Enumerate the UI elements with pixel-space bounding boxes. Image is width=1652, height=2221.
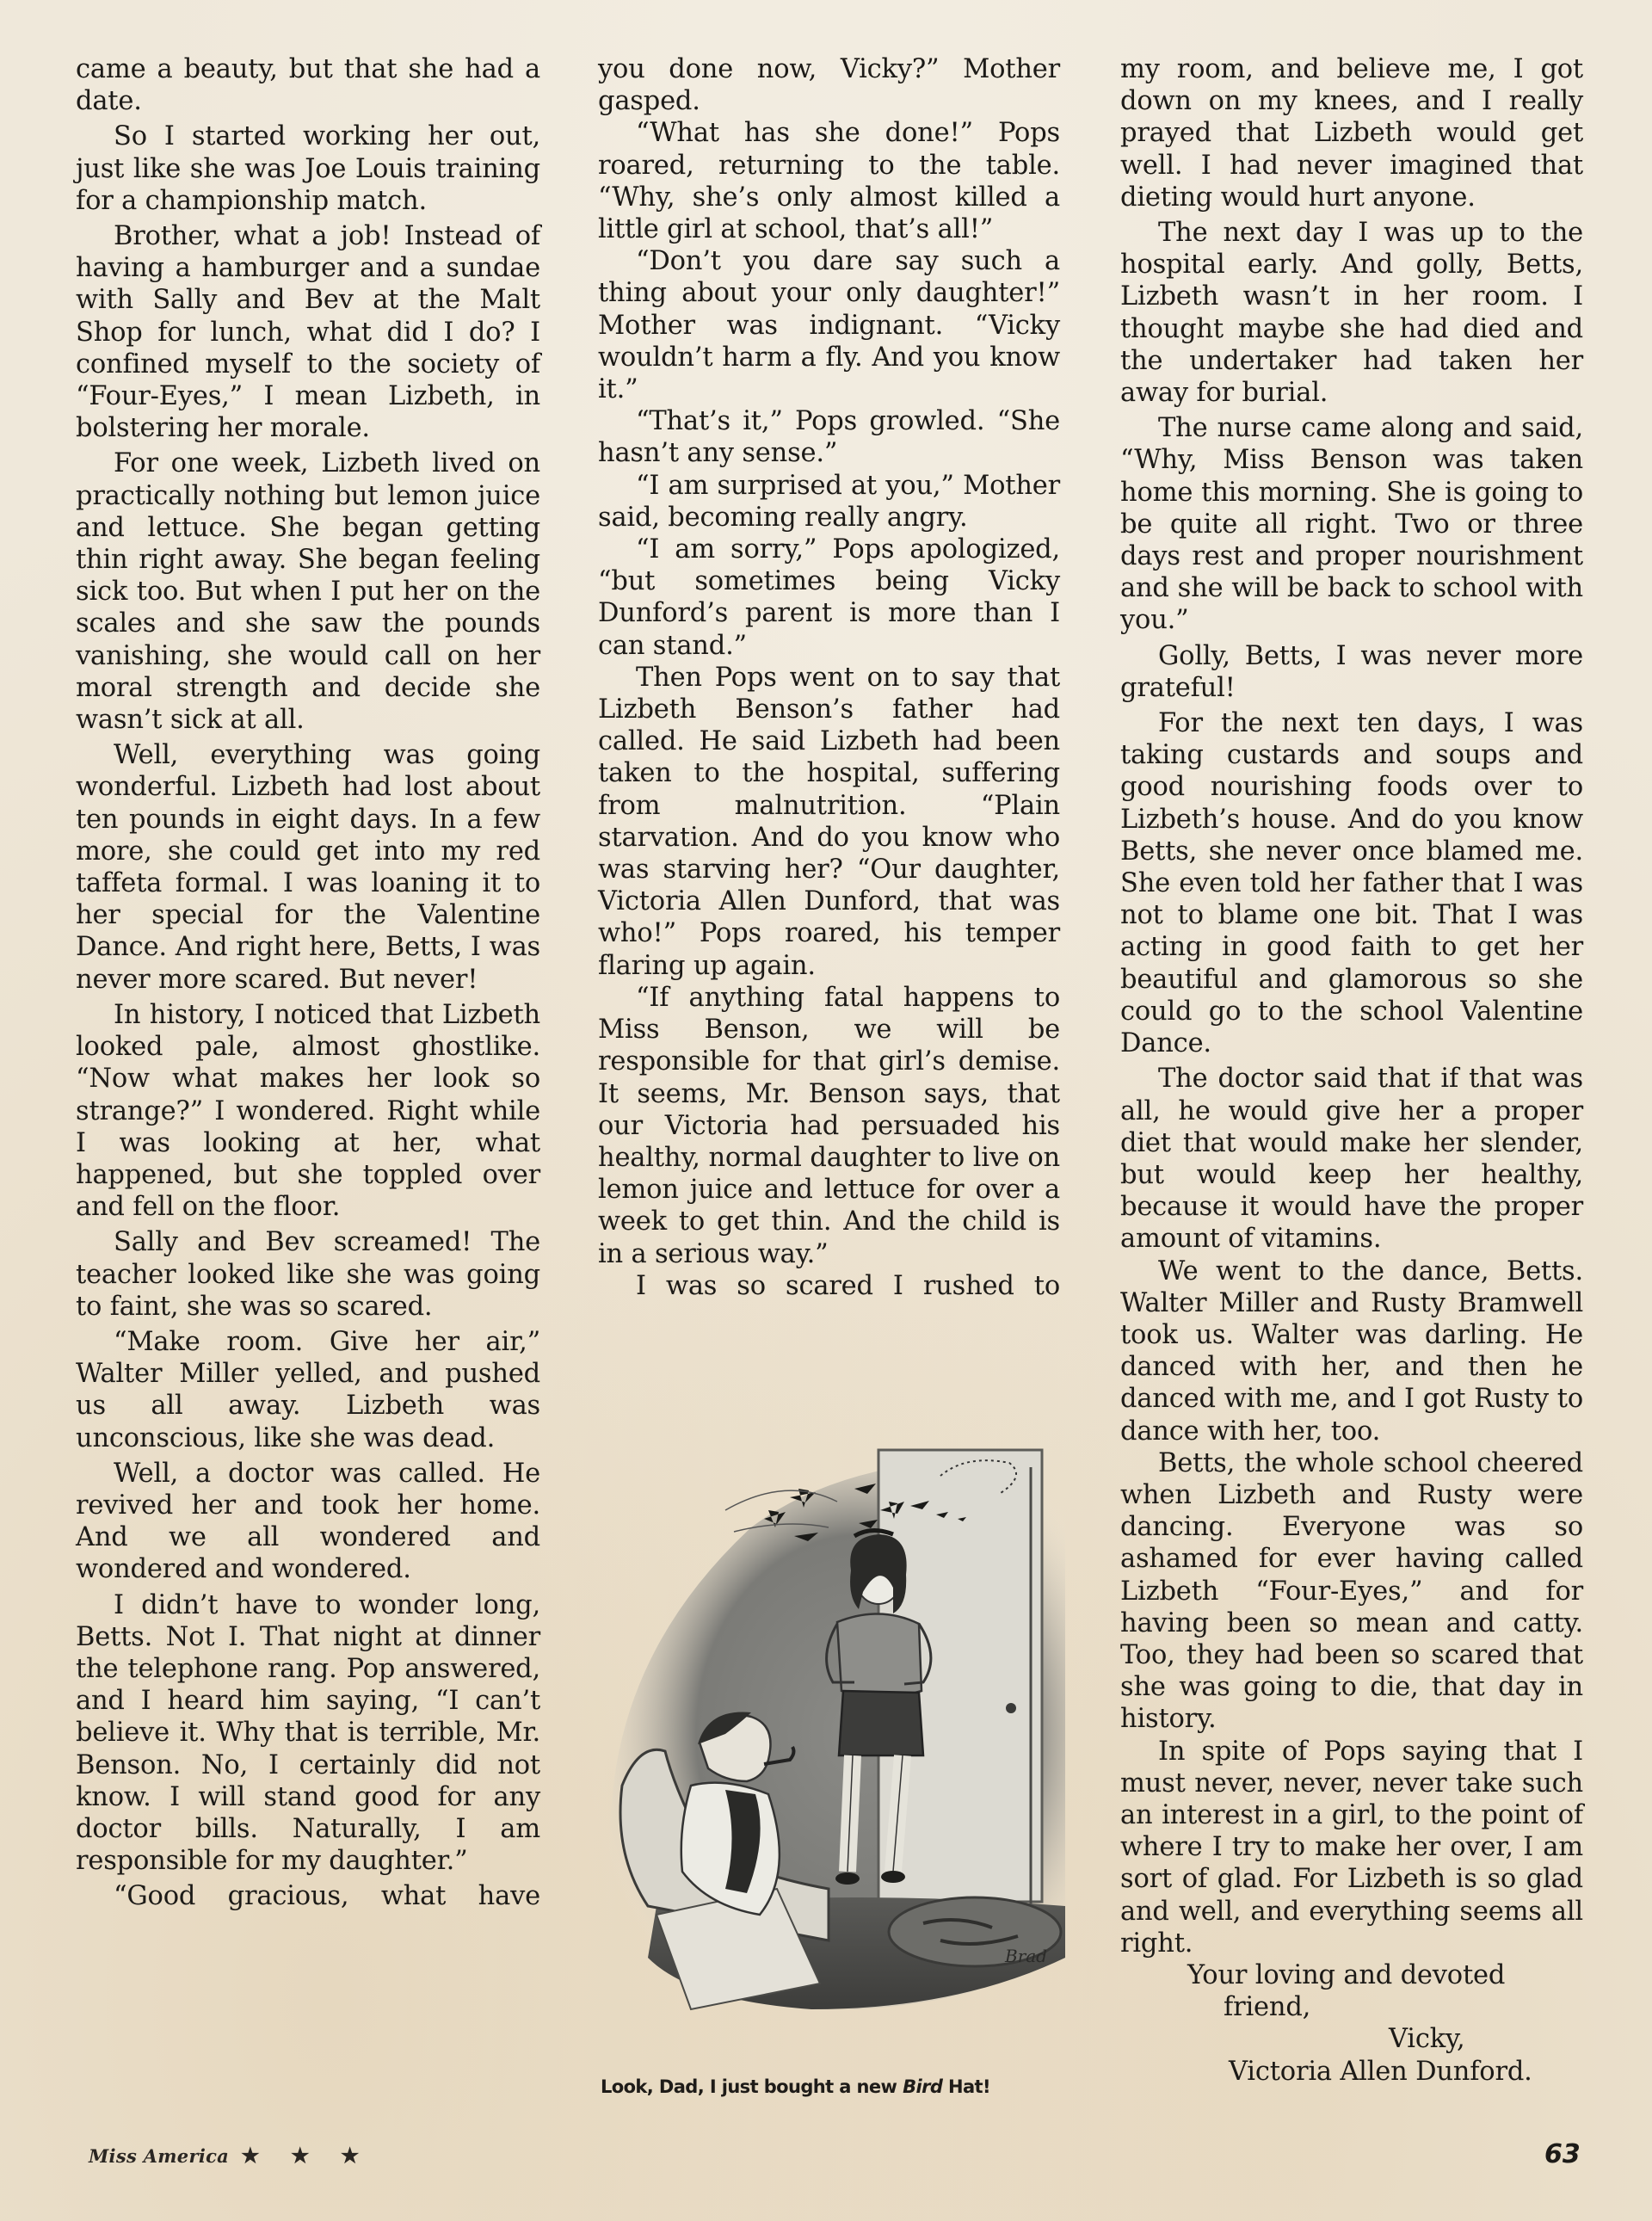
paragraph: For the next ten days, I was taking custards and soups and good nourishing foods over to Lizbeth’s house. And do you know Betts, she never once blamed me. She even told her father that I was not to blame one bit. That I was acting in good faith to get her beautiful and glamorous so she could go to the school Valentine Dance. [1120,708,1583,1059]
paragraph: “What has she done!” Pops roared, returning to the table. “Why, she’s only almost killed a little girl at school, that’s all!” [598,118,1060,245]
signature-nickname: Vicky, [1389,2024,1465,2055]
paragraph: Golly, Betts, I was never more grateful! [1120,640,1583,703]
article-column-middle [598,53,1060,1302]
paragraph: “Make room. Give her air,” Walter Miller yelled, and pushed us all away. Lizbeth was unconscious, like she was dead. [76,1326,540,1453]
paragraph: Well, everything was going wonderful. Lizbeth had lost about ten pounds in eight days. In a few more, she could get into my red taffeta formal. I was loaning it to her special for the Valentine Dance. And right here, Betts, I was never more scared. But never! [76,740,540,995]
bird-hat-cartoon-icon [596,1424,1069,2018]
paragraph: Betts, the whole school cheered when Lizbeth and Rusty were dancing. Everyone was so ashamed for ever having called Lizbeth “Four-Eyes,” and for having been so mean and catty. Too, they had been so scared that she was going to die, that day in history. [1120,1447,1583,1735]
paragraph: I was so scared I rushed to [636,1270,1060,1301]
closing-line: Your loving and devoted [1187,1959,1506,1990]
paragraph: The next day I was up to the hospital early. And golly, Betts, Lizbeth wasn’t in her room. I thought maybe she had died and the undertaker had taken her away for burial. [1120,218,1583,409]
paragraph: “Good gracious, what have [114,1881,540,1912]
caption-text-end: Hat! [942,2076,990,2097]
paragraph: “Don’t you dare say such a thing about your only daughter!” Mother was indignant. “Vicky wouldn’t harm a fly. And you know it.” [598,246,1060,405]
paragraph: The nurse came along and said, “Why, Miss Benson was taken home this morning. She is going to be quite all right. Two or three days rest and proper nourishment and she will be back to school with you.” [1120,413,1583,636]
article-column-right [1120,53,1583,2088]
page-number: 63 [1544,2139,1581,2169]
paragraph: Well, a doctor was called. He revived her and took her home. And we all wondered and wondered and wondered. [76,1458,540,1585]
paragraph: We went to the dance, Betts. Walter Miller and Rusty Bramwell took us. Walter was darling. He danced with her, and then he danced with me, and I got Rusty to dance with her, too. [1120,1255,1583,1447]
paragraph: Brother, what a job! Instead of having a hamburger and a sundae with Sally and Bev at the Malt Shop for lunch, what did I do? I confined myself to the society of “Four-Eyes,” I mean Lizbeth, in bolstering her morale. [76,221,540,444]
svg-text:Brad: Brad [1005,1946,1047,1966]
caption-emphasis: Bird [903,2076,943,2097]
star-icon: ★ ★ ★ [241,2143,372,2168]
illustration-caption [601,2076,1065,2097]
paragraph: In history, I noticed that Lizbeth looked pale, almost ghostlike. “Now what makes her look so strange?” I wondered. Right while I was looking at her, what happened, but she toppled over and fell on the floor. [76,999,540,1223]
paragraph: Then Pops went on to say that Lizbeth Benson’s father had called. He said Lizbeth had been taken to the hospital, suffering from malnutrition. “Plain starvation. And do you know who was starving her? “Our daughter, Victoria Allen Dunford, that was who!” Pops roared, his temper flaring up again. [598,662,1060,981]
publication-name: Miss America [89,2145,230,2167]
cartoon-illustration [596,1424,1069,2018]
paragraph: I didn’t have to wonder long, Betts. Not I. That night at dinner the telephone rang. Pop answered, and I heard him saying, “I can’t believe it. Why that is terrible, Mr. Benson. No, I certainly did not know. I will stand good for any doctor bills. Naturally, I am responsible for my daughter.” [76,1589,540,1877]
caption-text: Look, Dad, I just bought a new [601,2076,903,2097]
paragraph: “That’s it,” Pops growled. “She hasn’t any sense.” [598,406,1060,469]
paragraph: came a beauty, but that she had a date. [76,54,540,117]
publication-footer [89,2143,371,2168]
signature-fullname: Victoria Allen Dunford. [1229,2056,1532,2087]
paragraph: my room, and believe me, I got down on my knees, and I really prayed that Lizbeth would get well. I had never imagined that dieting would hurt anyone. [1120,54,1583,213]
paragraph: “I am sorry,” Pops apologized, “but sometimes being Vicky Dunford’s parent is more than I can stand.” [598,534,1060,661]
paragraph: “I am surprised at you,” Mother said, becoming really angry. [598,470,1060,533]
closing-line: friend, [1224,1992,1311,2023]
paragraph: Sally and Bev screamed! The teacher looked like she was going to faint, she was so scared. [76,1227,540,1322]
paragraph: For one week, Lizbeth lived on practically nothing but lemon juice and lettuce. She began getting thin right away. She began feeling sick too. But when I put her on the scales and she saw the pounds vanishing, she would call on her moral strength and decide she wasn’t sick at all. [76,448,540,736]
paragraph: you done now, Vicky?” Mother gasped. [598,54,1060,117]
article-column-left [76,53,540,1916]
paragraph: The doctor said that if that was all, he would give her a proper diet that would make her slender, but would keep her healthy, because it would have the proper amount of vitamins. [1120,1064,1583,1255]
paragraph: In spite of Pops saying that I must never, never, never take such an interest in a girl, to the point of where I try to make her over, I am sort of glad. For Lizbeth is so glad and well, and everything seems all right. [1120,1736,1583,1959]
paragraph: So I started working her out, just like she was Joe Louis training for a championship match. [76,121,540,216]
paragraph: “If anything fatal happens to Miss Benson, we will be responsible for that girl’s demise. It seems, Mr. Benson says, that our Victoria had persuaded his healthy, normal daughter to live on lemon juice and lettuce for over a week to get thin. And the child is in a serious way.” [598,982,1060,1269]
letter-signoff [1120,1959,1583,2088]
